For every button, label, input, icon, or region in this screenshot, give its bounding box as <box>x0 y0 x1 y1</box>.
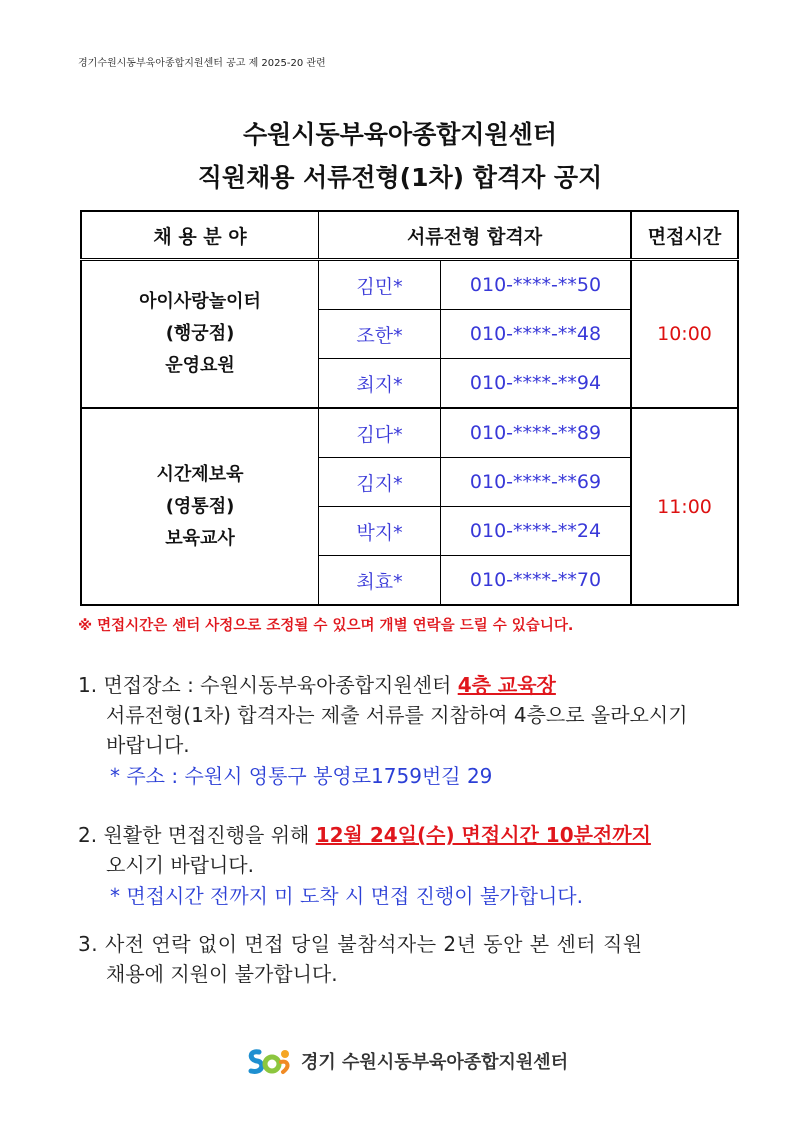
item-1-line-1: 1. 면접장소 : 수원시동부육아종합지원센터 4층 교육장 <box>78 673 556 697</box>
phone-cell: 010-****-**50 <box>441 260 632 310</box>
name-cell: 김다* <box>319 408 441 458</box>
item-2-highlight: 12월 24일(수) 면접시간 10분전까지 <box>315 823 651 847</box>
phone-cell: 010-****-**94 <box>441 359 632 409</box>
header-time: 면접시간 <box>631 211 738 260</box>
item-1-highlight: 4층 교육장 <box>457 673 556 697</box>
footer-org-name: 경기 수원시동부육아종합지원센터 <box>301 1052 569 1073</box>
name-cell: 박지* <box>319 507 441 556</box>
item-3-line-2: 채용에 지원이 불가합니다. <box>106 962 338 986</box>
time-cell: 11:00 <box>631 408 738 605</box>
phone-cell: 010-****-**70 <box>441 556 632 606</box>
table-row <box>81 408 738 458</box>
field-cell: 시간제보육 (영통점) 보육교사 <box>81 408 319 605</box>
phone-cell: 010-****-**24 <box>441 507 632 556</box>
header-passers: 서류전형 합격자 <box>319 211 632 260</box>
footer-logo <box>245 1046 568 1076</box>
name-cell: 김민* <box>319 260 441 310</box>
title-line-1: 수원시동부육아종합지원센터 <box>243 120 557 149</box>
notice-text: ※ 면접시간은 센터 사정으로 조정될 수 있으며 개별 연락을 드릴 수 있습니다. <box>78 618 574 634</box>
item-1-line-3: 바랍니다. <box>106 733 190 757</box>
name-cell: 최효* <box>319 556 441 606</box>
header-field: 채 용 분 야 <box>81 211 319 260</box>
table-row <box>81 260 738 310</box>
name-cell: 김지* <box>319 458 441 507</box>
item-2-line-2: 오시기 바랍니다. <box>106 853 254 877</box>
results-table <box>80 210 739 606</box>
time-cell: 10:00 <box>631 260 738 409</box>
item-1-line-2: 서류전형(1차) 합격자는 제출 서류를 지참하여 4층으로 올라오시기 <box>106 703 688 727</box>
item-1-address: * 주소 : 수원시 영통구 봉영로1759번길 29 <box>110 764 493 788</box>
phone-cell: 010-****-**69 <box>441 458 632 507</box>
name-cell: 조한* <box>319 310 441 359</box>
table-header <box>81 211 738 260</box>
field-cell: 아이사랑놀이터 (행궁점) 운영요원 <box>81 260 319 409</box>
item-2-line-1: 2. 원활한 면접진행을 위해 12월 24일(수) 면접시간 10분전까지 <box>78 823 651 847</box>
title-line-2: 직원채용 서류전형(1차) 합격자 공지 <box>197 163 603 192</box>
center-logo-icon <box>245 1046 295 1076</box>
name-cell: 최지* <box>319 359 441 409</box>
phone-cell: 010-****-**89 <box>441 408 632 458</box>
item-3-line-1: 3. 사전 연락 없이 면접 당일 불참석자는 2년 동안 본 센터 직원 <box>78 932 643 956</box>
phone-cell: 010-****-**48 <box>441 310 632 359</box>
item-2-sub: * 면접시간 전까지 미 도착 시 면접 진행이 불가합니다. <box>110 884 583 908</box>
reference-text: 경기수원시동부육아종합지원센터 공고 제 2025-20 관련 <box>78 58 326 69</box>
